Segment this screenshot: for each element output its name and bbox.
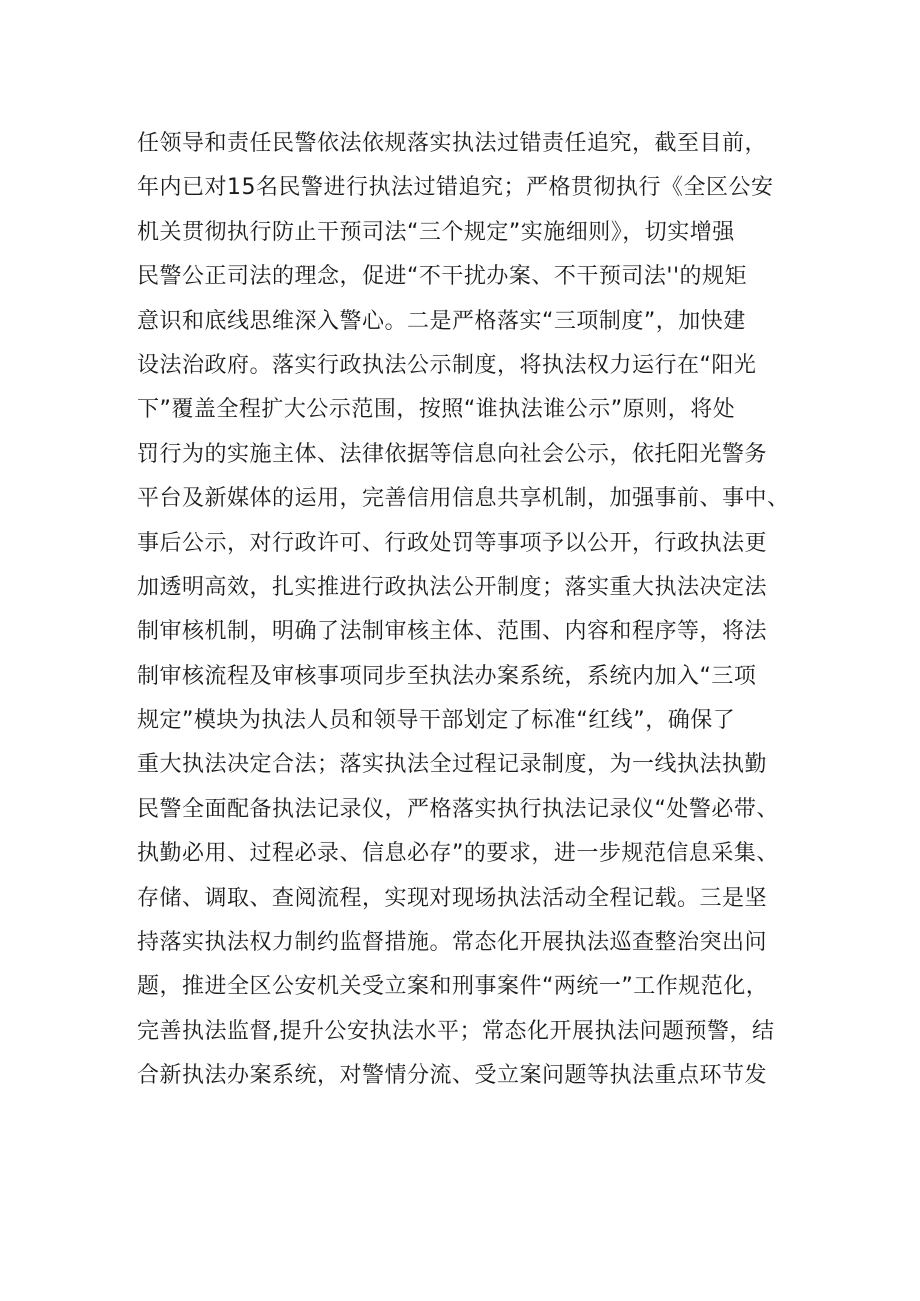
- text-line: 任领导和责任民警依法依规落实执法过错责任追究，截至目前，: [137, 131, 768, 156]
- text-line: 罚行为的实施主体、法律依据等信息向社会公示，依托阳光警务: [137, 441, 768, 467]
- text-line: 持落实执法权力制约监督措施。常态化开展执法巡查整治突出问: [137, 930, 768, 956]
- text-line: 机关贯彻执行防止干预司法“三个规定”实施细则》，切实增强: [137, 219, 735, 245]
- text-line: 题，推进全区公安机关受立案和刑事案件“两统一”工作规范化，: [137, 974, 769, 1000]
- text-line: 下”覆盖全程扩大公示范围，按照“谁执法谁公示”原则，将处: [137, 397, 736, 423]
- text-line: 规定”模块为执法人员和领导干部划定了标准“红线”，确保了: [137, 708, 736, 734]
- text-line: 年内已对15名民警进行执法过错追究；严格贯彻执行《全区公安: [137, 175, 774, 201]
- text-line: 事后公示，对行政许可、行政处罚等事项予以公开，行政执法更: [137, 530, 768, 556]
- text-line: 执勤必用、过程必录、信息必存”的要求，进一步规范信息采集、: [137, 841, 779, 867]
- text-line: 加透明高效，扎实推进行政执法公开制度；落实重大执法决定法: [137, 574, 768, 600]
- text-line: 民警公正司法的理念，促进“不干扰办案、不干预司法''的规矩: [137, 264, 747, 290]
- text-line: 民警全面配备执法记录仪，严格落实执行执法记录仪“处警必带、: [137, 796, 779, 822]
- text-line: 完善执法监督,提升公安执法水平；常态化开展执法问题预警，结: [137, 1018, 775, 1044]
- text-line: 制审核机制，明确了法制审核主体、范围、内容和程序等，将法: [137, 619, 768, 645]
- text-line: 设法治政府。落实行政执法公示制度，将执法权力运行在“阳光: [137, 352, 757, 378]
- body-paragraph: [137, 122, 802, 1099]
- text-line: 存储、调取、查阅流程，实现对现场执法活动全程记载。三是坚: [137, 885, 768, 911]
- text-line: 合新执法办案系统，对警情分流、受立案问题等执法重点环节发: [137, 1063, 768, 1089]
- text-line: 意识和底线思维深入警心。二是严格落实“三项制度”，加快建: [137, 308, 746, 334]
- text-line: 重大执法决定合法；落实执法全过程记录制度，为一线执法执勤: [137, 752, 768, 778]
- text-line: 平台及新媒体的运用，完善信用信息共享机制，加强事前、事中、: [137, 486, 790, 512]
- text-line: 制审核流程及审核事项同步至执法办案系统，系统内加入“三项: [137, 663, 757, 689]
